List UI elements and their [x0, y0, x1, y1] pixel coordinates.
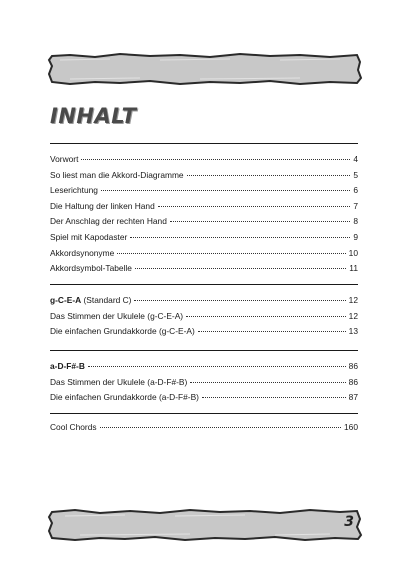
- toc-section-intro: [50, 152, 358, 277]
- toc-section-heading[interactable]: [50, 359, 358, 375]
- toc-entry-label: Vorwort: [50, 154, 79, 164]
- toc-leader-dots: [190, 382, 345, 383]
- toc-leader-dots: [202, 397, 346, 398]
- title-divider: [50, 143, 358, 144]
- toc-entry[interactable]: [50, 420, 358, 436]
- toc-entry-page: 10: [348, 247, 358, 258]
- page-number: 3: [344, 514, 354, 530]
- toc-entry[interactable]: [50, 261, 358, 277]
- top-banner: [0, 52, 412, 86]
- toc-heading-rest: (Standard C): [81, 295, 132, 305]
- toc-entry-page: 12: [348, 310, 358, 321]
- page-title: INHALT: [50, 104, 137, 128]
- toc-entry-label: Spiel mit Kapodaster: [50, 231, 128, 242]
- toc-section-extra: [50, 420, 358, 436]
- section-divider: [50, 350, 358, 351]
- toc-entry[interactable]: [50, 246, 358, 262]
- toc-leader-dots: [198, 331, 346, 332]
- toc-entry-page: 87: [348, 392, 358, 403]
- toc-leader-dots: [186, 316, 346, 317]
- section-divider: [50, 284, 358, 285]
- toc-entry-page: 8: [353, 216, 358, 227]
- toc-entry-label: Leserichtung: [50, 185, 98, 196]
- toc-entry-label: Die einfachen Grundakkorde (a-D-F#-B): [50, 392, 199, 403]
- toc-leader-dots: [88, 366, 346, 367]
- toc-entry-page: 13: [348, 326, 358, 337]
- toc-leader-dots: [134, 300, 345, 301]
- toc-entry-page: 9: [353, 231, 358, 242]
- toc-leader-dots: [101, 190, 350, 191]
- toc-entry-label: Der Anschlag der rechten Hand: [50, 216, 167, 227]
- toc-entry-page: 12: [348, 295, 358, 305]
- toc-heading-bold: a-D-F#-B: [50, 361, 85, 371]
- toc-entry-label: Die Haltung der linken Hand: [50, 200, 155, 211]
- toc-entry-label: Die einfachen Grundakkorde (g-C-E-A): [50, 326, 195, 337]
- toc-entry-page: 86: [348, 376, 358, 387]
- toc-entry-label: So liest man die Akkord-Diagramme: [50, 169, 184, 180]
- toc-entry[interactable]: [50, 152, 358, 168]
- toc-entry-page: 5: [353, 169, 358, 180]
- toc-entry-page: 6: [353, 185, 358, 196]
- toc-leader-dots: [130, 237, 350, 238]
- toc-entry-label: Akkordsymbol-Tabelle: [50, 263, 132, 274]
- toc-entry[interactable]: [50, 183, 358, 199]
- toc-entry[interactable]: [50, 309, 358, 325]
- toc-section-adfb: [50, 359, 358, 406]
- toc-entry-page: 7: [353, 200, 358, 211]
- toc-leader-dots: [100, 427, 341, 428]
- toc-entry-label: Akkordsynonyme: [50, 247, 115, 258]
- toc-leader-dots: [158, 206, 351, 207]
- toc-entry[interactable]: [50, 199, 358, 215]
- toc-section-gcea: [50, 293, 358, 340]
- toc-entry-label: Cool Chords: [50, 422, 97, 432]
- toc-leader-dots: [81, 159, 350, 160]
- toc-leader-dots: [170, 221, 350, 222]
- toc-entry-page: 160: [344, 422, 358, 432]
- toc-entry-page: 11: [349, 263, 358, 274]
- toc-entry-label: Das Stimmen der Ukulele (a-D-F#-B): [50, 376, 188, 387]
- toc-entry[interactable]: [50, 168, 358, 184]
- toc-entry[interactable]: [50, 390, 358, 406]
- toc-entry-page: 4: [353, 154, 358, 164]
- toc-leader-dots: [187, 175, 351, 176]
- toc-leader-dots: [135, 268, 346, 269]
- toc-entry-page: 86: [348, 361, 358, 371]
- section-divider: [50, 413, 358, 414]
- toc-leader-dots: [117, 253, 345, 254]
- toc-entry[interactable]: [50, 375, 358, 391]
- toc-entry[interactable]: [50, 214, 358, 230]
- toc-entry-label: Das Stimmen der Ukulele (g-C-E-A): [50, 310, 184, 321]
- toc-entry[interactable]: [50, 324, 358, 340]
- toc-entry[interactable]: [50, 230, 358, 246]
- toc-section-heading[interactable]: [50, 293, 358, 309]
- toc-heading-bold: g-C-E-A: [50, 295, 82, 305]
